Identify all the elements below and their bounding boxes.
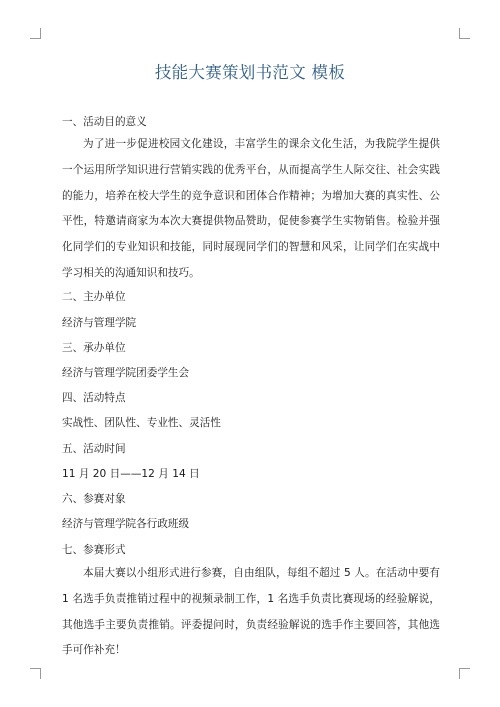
section-content-time: 11 月 20 日——12 月 14 日 xyxy=(62,468,200,480)
corner-mark-top-left xyxy=(30,28,41,39)
corner-mark-bottom-right xyxy=(459,668,470,679)
section-heading-participants: 六、参赛对象 xyxy=(62,493,126,505)
section-content-organizer: 经济与管理学院 xyxy=(62,317,137,329)
corner-mark-top-right xyxy=(459,28,470,39)
document-title: 技能大赛策划书范文 模板 xyxy=(154,63,346,82)
section-heading-features: 四、活动特点 xyxy=(62,392,126,404)
section-heading-organizer: 二、主办单位 xyxy=(62,291,126,303)
section-heading-time: 五、活动时间 xyxy=(62,443,126,455)
paragraph-purpose: 为了进一步促进校园文化建设，丰富学生的课余文化生活，为我院学生提供一个运用所学知识进行营销实践的优秀平台，从而提高学生人际交往、社会实践的能力，培养在校大学生的竞争意识和团体合作精神；为增加大赛的真实性、公平性，特邀请商家为本次大赛提供物品赞助，促使参赛学生实物销售。检验并强化同学们的专业知识和技能，同时展现同学们的智慧和风采，让同学们在实战中学习相关的沟通知识和技巧。 xyxy=(62,138,440,279)
section-heading-format: 七、参赛形式 xyxy=(62,544,126,556)
section-heading-host: 三、承办单位 xyxy=(62,342,126,354)
section-content-features: 实战性、团队性、专业性、灵活性 xyxy=(62,417,221,429)
section-content-host: 经济与管理学院团委学生会 xyxy=(62,367,190,379)
paragraph-format: 本届大赛以小组形式进行参赛，自由组队，每组不超过 5 人。在活动中要有 1 名选手负责推销过程中的视频录制工作，1 名选手负责比赛现场的经验解说，其他选手主要负责推销。评委提问时，负责经验解说的选手作主要回答，其他选手可作补充！ xyxy=(62,567,440,657)
section-heading-purpose: 一、活动目的意义 xyxy=(62,116,147,128)
section-content-participants: 经济与管理学院各行政班级 xyxy=(62,518,190,530)
corner-mark-bottom-left xyxy=(30,668,41,679)
